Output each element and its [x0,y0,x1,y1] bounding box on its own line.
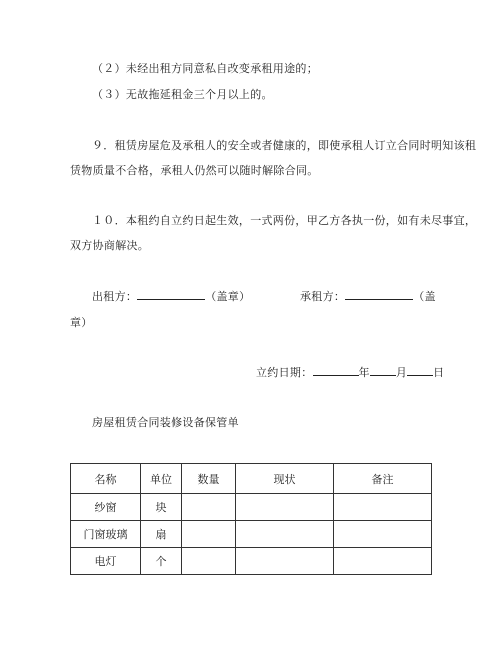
month-blank [370,374,396,376]
lessor-blank [137,298,205,300]
table-row [71,521,432,548]
lessor-seal: （盖章） [205,290,251,303]
cell-remarks [334,494,432,521]
day-label: 日 [433,366,445,379]
cell-quantity [182,494,236,521]
clause-10-line-2: 双方协商解决。 [70,239,150,252]
day-blank [407,374,433,376]
clause-10-line-1: １０．本租约自立约日起生效，一式两份，甲乙方各执一份，如有未尽事宜， [92,214,477,227]
cell-name: 门窗玻璃 [71,521,141,548]
lessee-blank [345,298,413,300]
lessee-label: 承租方： [300,290,346,303]
year-label: 年 [358,366,370,379]
cell-unit: 扇 [141,521,182,548]
clause-3: （３）无故拖延租金三个月以上的。 [92,88,273,101]
table-row [71,494,432,521]
lessee-seal: （盖 [413,290,436,303]
cell-condition [236,494,334,521]
header-quantity: 数量 [182,464,236,494]
cell-condition [236,521,334,548]
cell-quantity [182,548,236,575]
clause-9-line-1: ９．租赁房屋危及承租人的安全或者健康的，即使承租人订立合同时明知该租 [92,139,477,152]
lessor-signature [92,288,250,304]
lessee-seal-continued: 章） [70,316,93,329]
lessor-label: 出租方： [92,290,138,303]
clause-9-line-2: 赁物质量不合格，承租人仍然可以随时解除合同。 [70,164,319,177]
table-title: 房屋租赁合同装修设备保管单 [92,416,239,429]
cell-condition [236,548,334,575]
clause-2: （２）未经出租方同意私自改变承租用途的； [92,62,318,75]
equipment-table [70,463,432,575]
cell-remarks [334,521,432,548]
cell-name: 电灯 [71,548,141,575]
header-condition: 现状 [236,464,334,494]
header-unit: 单位 [141,464,182,494]
lessee-signature [300,288,436,304]
cell-name: 纱窗 [71,494,141,521]
date-label: 立约日期： [256,366,313,379]
cell-unit: 个 [141,548,182,575]
header-remarks: 备注 [334,464,432,494]
table-row [71,548,432,575]
table-header-row [71,464,432,494]
signing-date [256,364,444,380]
cell-remarks [334,548,432,575]
month-label: 月 [395,366,408,379]
year-blank [313,374,359,376]
header-name: 名称 [71,464,141,494]
cell-quantity [182,521,236,548]
cell-unit: 块 [141,494,182,521]
